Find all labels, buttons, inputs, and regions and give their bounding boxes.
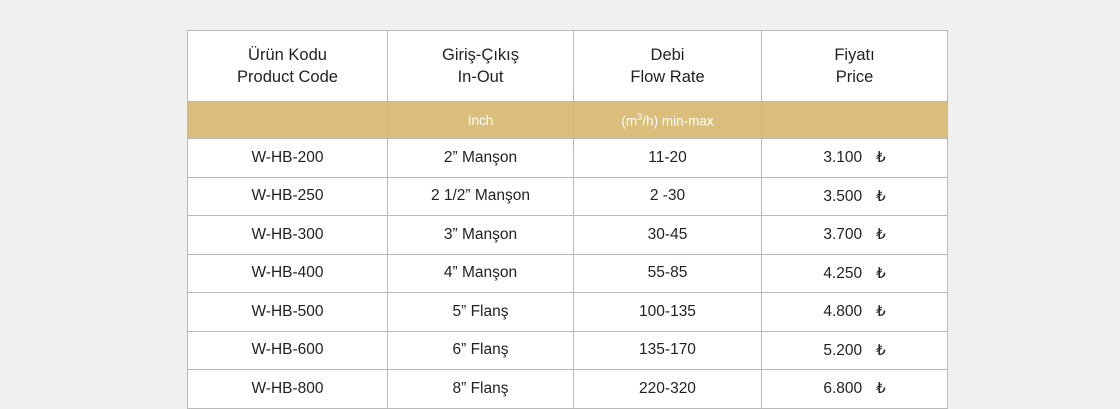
- column-header-product-code: [188, 31, 388, 102]
- cell-in-out: 6” Flanş: [388, 331, 574, 370]
- cell-flow-rate: 55-85: [574, 254, 762, 293]
- cell-in-out: 8” Flanş: [388, 370, 574, 409]
- cell-price: [762, 370, 948, 409]
- price-amount: 4.800: [823, 303, 863, 321]
- price-amount: 4.250: [823, 264, 863, 282]
- cell-product-code: W-HB-400: [188, 254, 388, 293]
- cell-in-out: 2” Manşon: [388, 139, 574, 178]
- subheader-unit-inch: Inch: [388, 102, 574, 139]
- header-line-tr: Debi: [650, 45, 685, 64]
- table-row: [188, 370, 948, 409]
- cell-flow-rate: 30-45: [574, 216, 762, 255]
- price-amount: 6.800: [823, 380, 863, 398]
- cell-product-code: W-HB-300: [188, 216, 388, 255]
- cell-flow-rate: 220-320: [574, 370, 762, 409]
- table-header: [188, 31, 948, 139]
- table-row: [188, 139, 948, 178]
- price-amount: 3.500: [823, 187, 863, 205]
- currency-symbol: ₺: [876, 149, 886, 167]
- cell-in-out: 5” Flanş: [388, 293, 574, 332]
- cell-price: [762, 293, 948, 332]
- table-row: [188, 216, 948, 255]
- cell-flow-rate: 135-170: [574, 331, 762, 370]
- header-line-en: In-Out: [457, 68, 504, 86]
- header-line-en: Flow Rate: [630, 68, 705, 86]
- currency-symbol: ₺: [876, 264, 886, 282]
- cell-price: [762, 177, 948, 216]
- currency-symbol: ₺: [876, 380, 886, 398]
- cell-flow-rate: 100-135: [574, 293, 762, 332]
- cell-product-code: W-HB-500: [188, 293, 388, 332]
- cell-product-code: W-HB-600: [188, 331, 388, 370]
- cell-flow-rate: 2 -30: [574, 177, 762, 216]
- currency-symbol: ₺: [876, 303, 886, 321]
- table-row: [188, 254, 948, 293]
- cell-product-code: W-HB-800: [188, 370, 388, 409]
- column-header-price: [762, 31, 948, 102]
- price-amount: 3.100: [823, 149, 863, 167]
- subheader-flow-suffix: /h) min-max: [642, 113, 714, 129]
- cell-flow-rate: 11-20: [574, 139, 762, 178]
- header-line-en: Price: [835, 68, 874, 86]
- column-header-in-out: [388, 31, 574, 102]
- table-row: [188, 177, 948, 216]
- table-body: [188, 139, 948, 409]
- table-row: [188, 331, 948, 370]
- cell-in-out: 4” Manşon: [388, 254, 574, 293]
- currency-symbol: ₺: [876, 187, 886, 205]
- product-price-table: [187, 30, 948, 409]
- table-row: [188, 293, 948, 332]
- header-line-tr: Fiyatı: [834, 45, 875, 64]
- cell-price: [762, 216, 948, 255]
- price-amount: 3.700: [823, 226, 863, 244]
- cell-price: [762, 139, 948, 178]
- cell-in-out: 3” Manşon: [388, 216, 574, 255]
- header-line-tr: Ürün Kodu: [248, 45, 327, 64]
- cell-price: [762, 331, 948, 370]
- subheader-flow-prefix: (m: [621, 113, 638, 129]
- cell-product-code: W-HB-200: [188, 139, 388, 178]
- subheader-row: [188, 102, 948, 139]
- header-row: [188, 31, 948, 102]
- currency-symbol: ₺: [876, 226, 886, 244]
- header-line-en: Product Code: [237, 68, 338, 86]
- cell-product-code: W-HB-250: [188, 177, 388, 216]
- column-header-flow-rate: [574, 31, 762, 102]
- subheader-product-code: [188, 102, 388, 139]
- price-amount: 5.200: [823, 341, 863, 359]
- subheader-flow-exponent: 3: [637, 111, 643, 123]
- cell-in-out: 2 1/2” Manşon: [388, 177, 574, 216]
- header-line-tr: Giriş-Çıkış: [442, 45, 519, 64]
- cell-price: [762, 254, 948, 293]
- currency-symbol: ₺: [876, 341, 886, 359]
- subheader-price: [762, 102, 948, 139]
- price-table-container: [187, 30, 947, 409]
- subheader-unit-flow: [574, 102, 762, 139]
